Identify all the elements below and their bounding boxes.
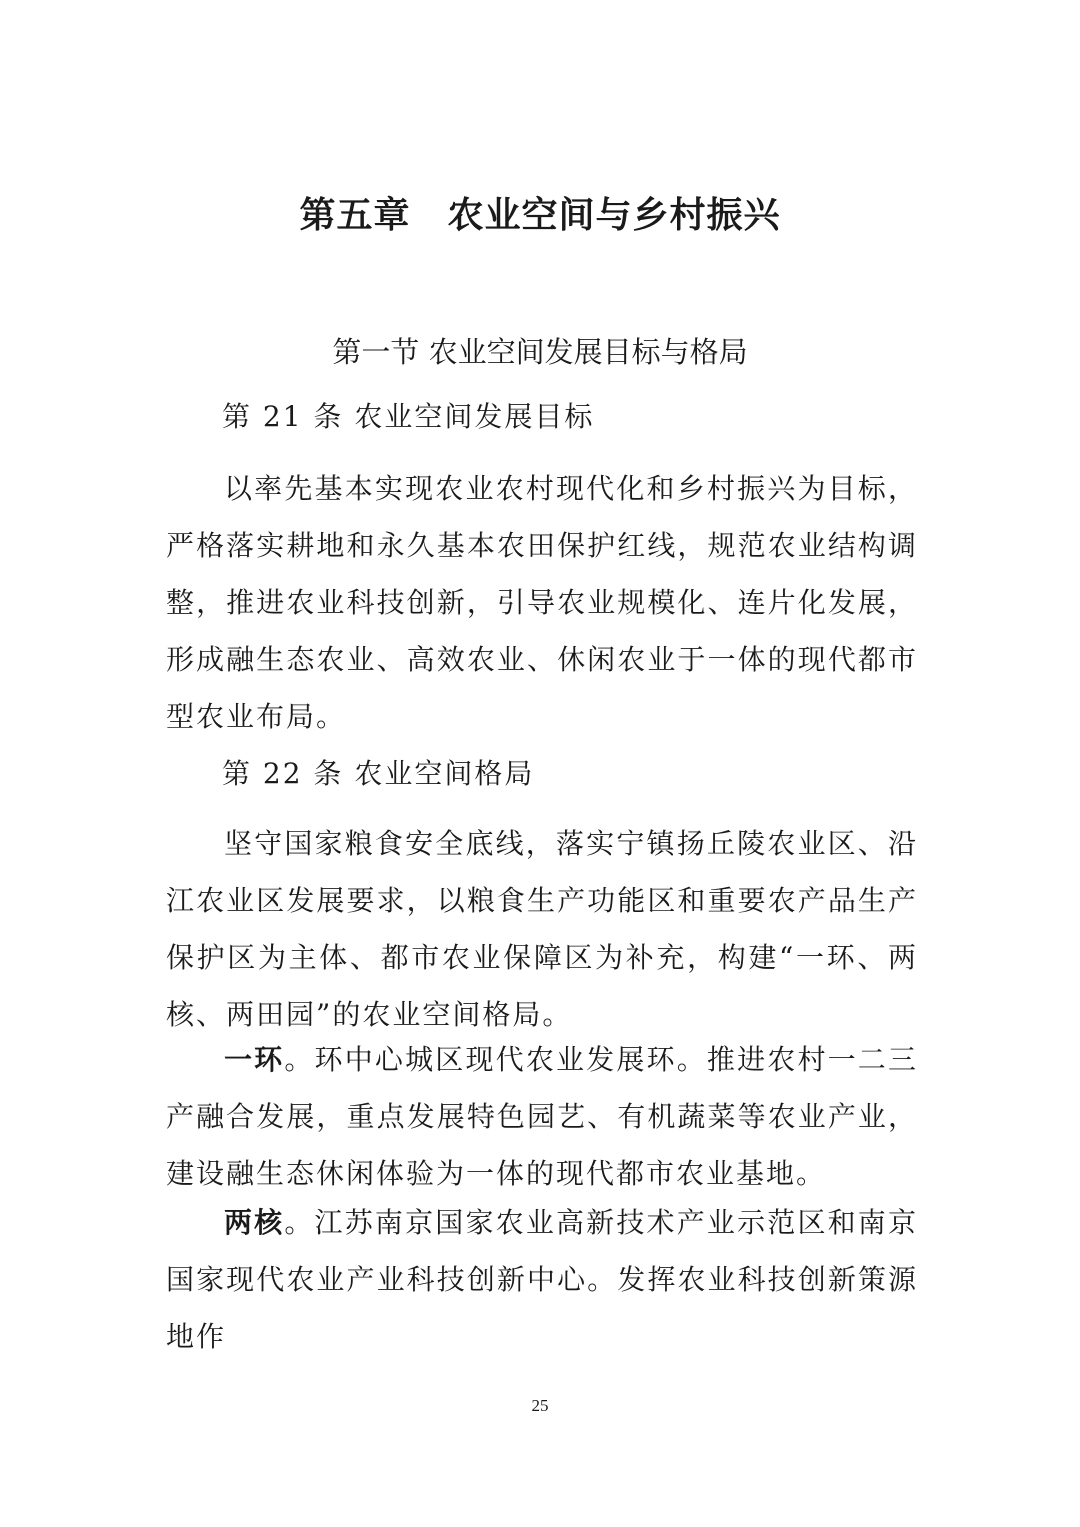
chapter-title: 第五章 农业空间与乡村振兴	[299, 194, 781, 236]
yi-huan-lead: 一环	[224, 1043, 285, 1076]
article-22-title: 第 22 条 农业空间格局	[222, 757, 535, 790]
article-22-body: 坚守国家粮食安全底线，落实宁镇扬丘陵农业区、沿江农业区发展要求，以粮食生产功能区和重要农产品生产保护区为主体、都市农业保障区为补充，构建“一环、两核、两田园”的农业空间格局。	[166, 827, 918, 1031]
article-21-title: 第 21 条 农业空间发展目标	[222, 400, 595, 433]
liang-he-lead: 两核	[224, 1206, 285, 1239]
page-number: 25	[531, 1396, 549, 1415]
article-21-body: 以率先基本实现农业农村现代化和乡村振兴为目标，严格落实耕地和永久基本农田保护红线，规范农业结构调整，推进农业科技创新，引导农业规模化、连片化发展，形成融生态农业、高效农业、休闲农业于一体的现代都市型农业布局。	[166, 472, 918, 733]
yi-huan-paragraph	[166, 1031, 918, 1202]
liang-he-body: 。江苏南京国家农业高新技术产业示范区和南京国家现代农业产业科技创新中心。发挥农业科技创新策源地作	[166, 1206, 918, 1353]
yi-huan-body: 。环中心城区现代农业发展环。推进农村一二三产融合发展，重点发展特色园艺、有机蔬菜等农业产业，建设融生态休闲体验为一体的现代都市农业基地。	[166, 1043, 918, 1190]
liang-he-paragraph	[166, 1194, 918, 1365]
section-title: 第一节 农业空间发展目标与格局	[332, 335, 748, 369]
